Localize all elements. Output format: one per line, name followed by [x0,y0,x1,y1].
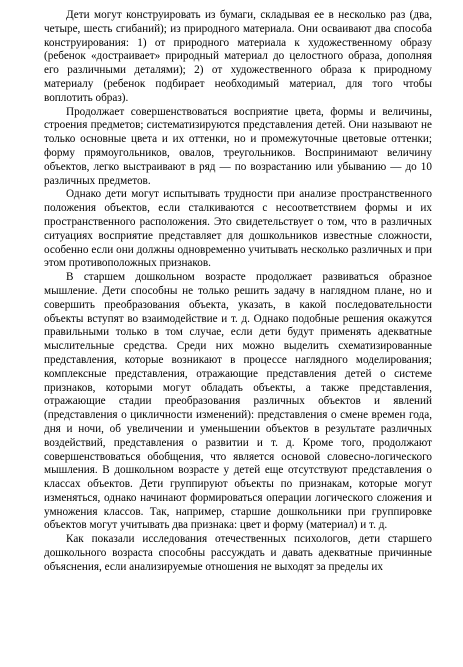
paragraph-construction: Дети могут конструировать из бумаги, складывая ее в несколько раз (два, четыре, шесть сгибаний); из природного материала. Они осваивают два способа конструирования: 1) от природного материала к художественному образу (ребенок «достраивает» природный материал до целостного образа, дополняя его различными деталями); 2) от художественного образа к природному материалу (ребенок подбирает необходимый материал, для того чтобы воплотить образ). [44,9,432,104]
paragraph-reasoning: Как показали исследования отечественных психологов, дети старшего дошкольного возраста способны рассуждать и давать адекватные причинные объяснения, если анализируемые отношения не выходят за пределы их [44,533,432,573]
document-page [44,9,432,575]
paragraph-spatial-difficulties: Однако дети могут испытывать трудности при анализе пространственного положения объектов, если сталкиваются с несоответствием формы и их пространственного расположения. Это свидетельствует о том, что в различных ситуациях восприятие представляет для дошкольников известные сложности, особенно если они должны одновременно учитывать несколько различных и при этом противоположных признаков. [44,188,432,270]
paragraph-perception: Продолжает совершенствоваться восприятие цвета, формы и величины, строения предметов; систематизируются представления детей. Они называют не только основные цвета и их оттенки, но и промежуточные цветовые оттенки; форму прямоугольников, овалов, треугольников. Воспринимают величину объектов, легко выстраивают в ряд — по возрастанию или убыванию — до 10 различных предметов. [44,105,432,187]
paragraph-imaginative-thinking: В старшем дошкольном возрасте продолжает развиваться образное мышление. Дети способны не только решить задачу в наглядном плане, но и совершить преобразования объекта, указать, в какой последовательности объекты вступят во взаимодействие и т. д. Однако подобные решения окажутся правильными только в том случае, если дети будут применять адекватные мыслительные средства. Среди них можно выделить схематизированные представления, которые возникают в процессе наглядного моделирования; комплексные представления, отражающие представления детей о системе признаков, которыми могут обладать объекты, а также представления, отражающие стадии преобразования различных объектов и явлений (представления о цикличности изменений): представления о смене времен года, дня и ночи, об увеличении и уменьшении объектов в результате различных воздействий, представления о развитии и т. д. Кроме того, продолжают совершенствоваться обобщения, что является основой словесно-логического мышления. В дошкольном возрасте у детей еще отсутствуют представления о классах объектов. Дети группируют объекты по признакам, которые могут изменяться, однако начинают формироваться операции логического сложения и умножения классов. Так, например, старшие дошкольники при группировке объектов могут учитывать два признака: цвет и форму (материал) и т. д. [44,271,432,532]
